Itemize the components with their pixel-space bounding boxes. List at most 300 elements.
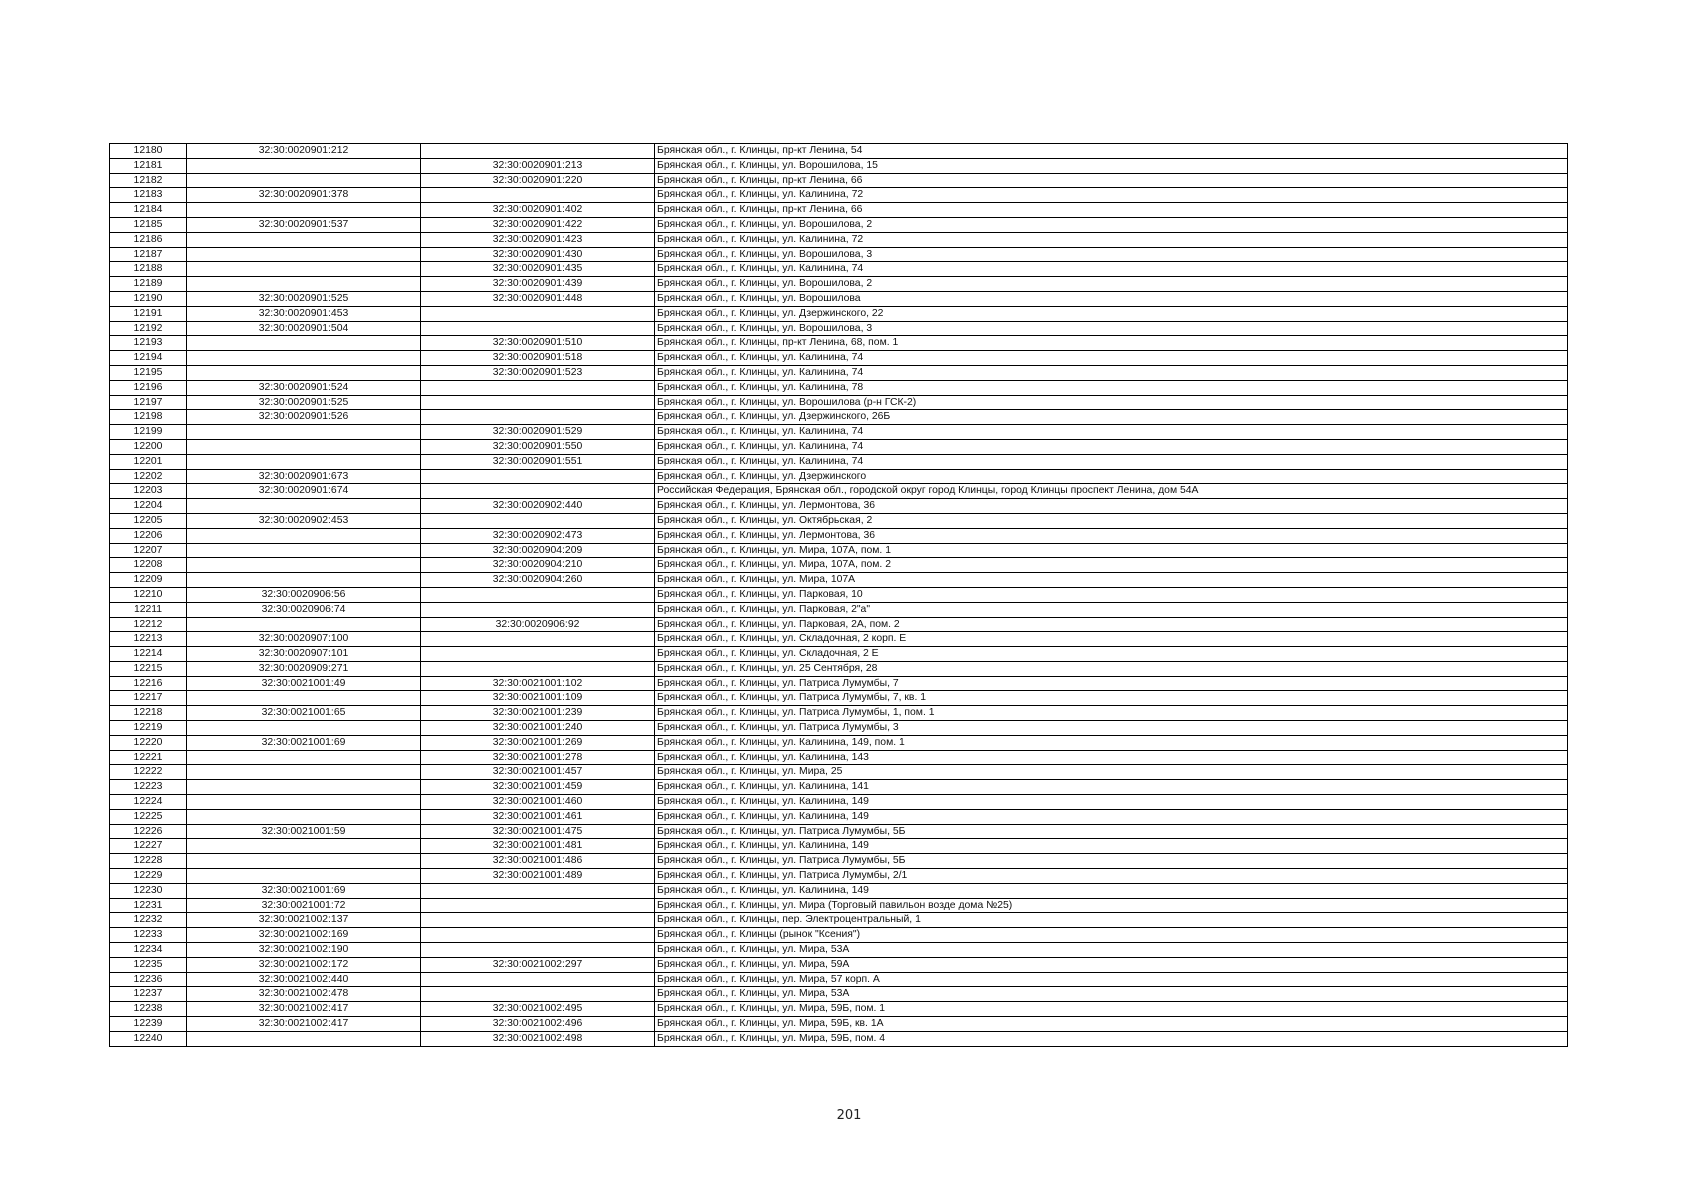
page-number: 201: [836, 1108, 862, 1123]
object-number-cell: [421, 321, 655, 336]
object-number-cell: [421, 188, 655, 203]
address-cell: Брянская обл., г. Клинцы, ул. Мира, 59Б, кв. 1А: [655, 1017, 1568, 1032]
table-row: [110, 676, 1568, 691]
object-number-cell: 32:30:0021001:109: [421, 691, 655, 706]
object-number-cell: [421, 469, 655, 484]
object-number-cell: 32:30:0021001:461: [421, 809, 655, 824]
object-number-cell: 32:30:0021001:240: [421, 721, 655, 736]
cadastral-number-cell: 32:30:0020902:453: [187, 513, 421, 528]
address-cell: Брянская обл., г. Клинцы, ул. Мира, 57 корп. А: [655, 972, 1568, 987]
address-cell: Брянская обл., г. Клинцы, ул. Патриса Лумумбы, 1, пом. 1: [655, 706, 1568, 721]
address-cell: Брянская обл., г. Клинцы, ул. Патриса Лумумбы, 3: [655, 721, 1568, 736]
table-row: [110, 351, 1568, 366]
row-number-cell: 12221: [110, 750, 187, 765]
address-cell: Брянская обл., г. Клинцы, ул. Лермонтова, 36: [655, 528, 1568, 543]
table-row: [110, 543, 1568, 558]
object-number-cell: 32:30:0020901:422: [421, 217, 655, 232]
object-number-cell: [421, 513, 655, 528]
table-row: [110, 217, 1568, 232]
cadastral-number-cell: [187, 765, 421, 780]
row-number-cell: 12231: [110, 898, 187, 913]
cadastral-number-cell: 32:30:0020907:100: [187, 632, 421, 647]
row-number-cell: 12229: [110, 869, 187, 884]
cadastral-number-cell: 32:30:0021001:49: [187, 676, 421, 691]
object-number-cell: [421, 632, 655, 647]
row-number-cell: 12238: [110, 1002, 187, 1017]
table-row: [110, 321, 1568, 336]
object-number-cell: 32:30:0020901:402: [421, 203, 655, 218]
table-row: [110, 558, 1568, 573]
cadastral-number-cell: [187, 543, 421, 558]
cadastral-number-cell: [187, 573, 421, 588]
cadastral-number-cell: 32:30:0020906:74: [187, 602, 421, 617]
cadastral-number-cell: [187, 365, 421, 380]
table-row: [110, 721, 1568, 736]
address-cell: Брянская обл., г. Клинцы, ул. Складочная, 2 Е: [655, 647, 1568, 662]
table-row: [110, 573, 1568, 588]
object-number-cell: [421, 898, 655, 913]
address-cell: Брянская обл., г. Клинцы, ул. Мира, 25: [655, 765, 1568, 780]
object-number-cell: [421, 928, 655, 943]
cadastral-number-cell: 32:30:0021002:137: [187, 913, 421, 928]
cadastral-number-cell: 32:30:0020901:453: [187, 306, 421, 321]
row-number-cell: 12226: [110, 824, 187, 839]
address-cell: Брянская обл., г. Клинцы, ул. Мира, 107А, пом. 1: [655, 543, 1568, 558]
row-number-cell: 12207: [110, 543, 187, 558]
object-number-cell: 32:30:0021001:457: [421, 765, 655, 780]
object-number-cell: 32:30:0020901:423: [421, 232, 655, 247]
table-row: [110, 661, 1568, 676]
table-row: [110, 987, 1568, 1002]
object-number-cell: [421, 913, 655, 928]
address-cell: Брянская обл., г. Клинцы, пр-кт Ленина, 54: [655, 144, 1568, 159]
table-row: [110, 277, 1568, 292]
cadastral-number-cell: [187, 750, 421, 765]
cadastral-number-cell: 32:30:0021001:69: [187, 883, 421, 898]
cadastral-number-cell: 32:30:0020901:674: [187, 484, 421, 499]
row-number-cell: 12210: [110, 587, 187, 602]
table-row: [110, 824, 1568, 839]
cadastral-number-cell: 32:30:0021002:190: [187, 943, 421, 958]
table-row: [110, 484, 1568, 499]
row-number-cell: 12214: [110, 647, 187, 662]
address-cell: Брянская обл., г. Клинцы, ул. Дзержинского: [655, 469, 1568, 484]
row-number-cell: 12203: [110, 484, 187, 499]
row-number-cell: 12201: [110, 454, 187, 469]
row-number-cell: 12239: [110, 1017, 187, 1032]
object-number-cell: 32:30:0021001:475: [421, 824, 655, 839]
row-number-cell: 12200: [110, 439, 187, 454]
table-row: [110, 602, 1568, 617]
object-number-cell: [421, 602, 655, 617]
object-number-cell: 32:30:0020901:220: [421, 173, 655, 188]
table-row: [110, 395, 1568, 410]
table-row: [110, 365, 1568, 380]
cadastral-number-cell: 32:30:0021002:478: [187, 987, 421, 1002]
address-cell: Брянская обл., г. Клинцы, ул. Парковая, 10: [655, 587, 1568, 602]
row-number-cell: 12192: [110, 321, 187, 336]
row-number-cell: 12233: [110, 928, 187, 943]
table-row: [110, 972, 1568, 987]
row-number-cell: 12212: [110, 617, 187, 632]
object-number-cell: 32:30:0021001:459: [421, 780, 655, 795]
address-cell: Брянская обл., г. Клинцы, ул. Калинина, 149: [655, 883, 1568, 898]
address-cell: Брянская обл., г. Клинцы, пр-кт Ленина, 66: [655, 203, 1568, 218]
row-number-cell: 12183: [110, 188, 187, 203]
address-cell: Брянская обл., г. Клинцы, ул. Калинина, 149: [655, 839, 1568, 854]
row-number-cell: 12213: [110, 632, 187, 647]
address-cell: Брянская обл., г. Клинцы, ул. Калинина, 74: [655, 365, 1568, 380]
object-number-cell: [421, 395, 655, 410]
table-row: [110, 750, 1568, 765]
row-number-cell: 12187: [110, 247, 187, 262]
address-cell: Брянская обл., г. Клинцы, ул. Калинина, 74: [655, 351, 1568, 366]
table-row: [110, 144, 1568, 159]
cadastral-number-cell: [187, 351, 421, 366]
address-cell: Брянская обл., г. Клинцы, ул. Патриса Лумумбы, 5Б: [655, 824, 1568, 839]
address-cell: Брянская обл., г. Клинцы, ул. Лермонтова, 36: [655, 499, 1568, 514]
object-number-cell: 32:30:0021002:496: [421, 1017, 655, 1032]
object-number-cell: 32:30:0021002:495: [421, 1002, 655, 1017]
address-cell: Брянская обл., г. Клинцы, ул. Ворошилова, 2: [655, 277, 1568, 292]
object-number-cell: 32:30:0020901:551: [421, 454, 655, 469]
cadastral-number-cell: 32:30:0020901:526: [187, 410, 421, 425]
table-row: [110, 410, 1568, 425]
address-cell: Брянская обл., г. Клинцы, ул. Калинина, 149, пом. 1: [655, 735, 1568, 750]
row-number-cell: 12197: [110, 395, 187, 410]
row-number-cell: 12209: [110, 573, 187, 588]
object-number-cell: [421, 647, 655, 662]
table-row: [110, 632, 1568, 647]
object-number-cell: 32:30:0020901:529: [421, 425, 655, 440]
row-number-cell: 12208: [110, 558, 187, 573]
table-row: [110, 706, 1568, 721]
row-number-cell: 12223: [110, 780, 187, 795]
row-number-cell: 12211: [110, 602, 187, 617]
row-number-cell: 12206: [110, 528, 187, 543]
address-cell: Брянская обл., г. Клинцы, ул. Калинина, 74: [655, 454, 1568, 469]
row-number-cell: 12235: [110, 957, 187, 972]
cadastral-number-cell: 32:30:0021002:169: [187, 928, 421, 943]
object-number-cell: [421, 410, 655, 425]
object-number-cell: [421, 972, 655, 987]
object-number-cell: 32:30:0020902:440: [421, 499, 655, 514]
object-number-cell: [421, 661, 655, 676]
cadastral-number-cell: 32:30:0021001:65: [187, 706, 421, 721]
table-row: [110, 913, 1568, 928]
object-number-cell: 32:30:0020904:209: [421, 543, 655, 558]
cadastral-number-cell: [187, 499, 421, 514]
address-cell: Брянская обл., г. Клинцы, ул. Ворошилова, 3: [655, 247, 1568, 262]
cadastral-number-cell: 32:30:0021002:440: [187, 972, 421, 987]
address-cell: Брянская обл., г. Клинцы, ул. Мира, 59Б, пом. 1: [655, 1002, 1568, 1017]
row-number-cell: 12204: [110, 499, 187, 514]
address-cell: Брянская обл., г. Клинцы, ул. Октябрьская, 2: [655, 513, 1568, 528]
table-row: [110, 617, 1568, 632]
cadastral-number-cell: [187, 173, 421, 188]
cadastral-number-cell: [187, 617, 421, 632]
register-table-body: [110, 144, 1568, 1047]
cadastral-number-cell: 32:30:0021001:72: [187, 898, 421, 913]
row-number-cell: 12217: [110, 691, 187, 706]
cadastral-number-cell: [187, 869, 421, 884]
address-cell: Брянская обл., г. Клинцы, ул. Калинина, 74: [655, 262, 1568, 277]
cadastral-number-cell: 32:30:0020901:378: [187, 188, 421, 203]
cadastral-number-cell: [187, 721, 421, 736]
object-number-cell: 32:30:0020901:510: [421, 336, 655, 351]
table-row: [110, 957, 1568, 972]
object-number-cell: [421, 380, 655, 395]
cadastral-number-cell: [187, 839, 421, 854]
address-cell: Брянская обл., г. Клинцы, ул. Мира, 53А: [655, 943, 1568, 958]
cadastral-number-cell: [187, 795, 421, 810]
cadastral-number-cell: [187, 439, 421, 454]
table-row: [110, 188, 1568, 203]
table-row: [110, 780, 1568, 795]
cadastral-number-cell: [187, 336, 421, 351]
row-number-cell: 12215: [110, 661, 187, 676]
object-number-cell: 32:30:0021001:489: [421, 869, 655, 884]
table-row: [110, 943, 1568, 958]
cadastral-number-cell: 32:30:0021002:172: [187, 957, 421, 972]
row-number-cell: 12194: [110, 351, 187, 366]
address-cell: Брянская обл., г. Клинцы, ул. Мира, 59Б, пом. 4: [655, 1031, 1568, 1046]
address-cell: Брянская обл., г. Клинцы, ул. Калинина, 143: [655, 750, 1568, 765]
table-row: [110, 203, 1568, 218]
table-row: [110, 291, 1568, 306]
row-number-cell: 12189: [110, 277, 187, 292]
cadastral-number-cell: 32:30:0021001:59: [187, 824, 421, 839]
row-number-cell: 12219: [110, 721, 187, 736]
row-number-cell: 12186: [110, 232, 187, 247]
address-cell: Брянская обл., г. Клинцы, ул. Калинина, 74: [655, 425, 1568, 440]
cadastral-number-cell: 32:30:0020901:525: [187, 395, 421, 410]
address-cell: Брянская обл., г. Клинцы, ул. Ворошилова, 2: [655, 217, 1568, 232]
address-cell: Брянская обл., г. Клинцы, ул. Калинина, 78: [655, 380, 1568, 395]
address-cell: Брянская обл., г. Клинцы (рынок "Ксения"): [655, 928, 1568, 943]
row-number-cell: 12180: [110, 144, 187, 159]
cadastral-number-cell: 32:30:0020901:212: [187, 144, 421, 159]
table-row: [110, 928, 1568, 943]
address-cell: Брянская обл., г. Клинцы, ул. 25 Сентября, 28: [655, 661, 1568, 676]
address-cell: Брянская обл., г. Клинцы, ул. Мира (Торговый павильон возде дома №25): [655, 898, 1568, 913]
cadastral-number-cell: [187, 203, 421, 218]
table-row: [110, 262, 1568, 277]
row-number-cell: 12228: [110, 854, 187, 869]
address-cell: Брянская обл., г. Клинцы, ул. Калинина, 72: [655, 188, 1568, 203]
row-number-cell: 12218: [110, 706, 187, 721]
row-number-cell: 12234: [110, 943, 187, 958]
table-row: [110, 691, 1568, 706]
address-cell: Брянская обл., г. Клинцы, ул. Патриса Лумумбы, 2/1: [655, 869, 1568, 884]
object-number-cell: 32:30:0020901:448: [421, 291, 655, 306]
object-number-cell: 32:30:0020901:523: [421, 365, 655, 380]
object-number-cell: 32:30:0021001:486: [421, 854, 655, 869]
row-number-cell: 12190: [110, 291, 187, 306]
object-number-cell: 32:30:0020906:92: [421, 617, 655, 632]
row-number-cell: 12191: [110, 306, 187, 321]
cadastral-number-cell: 32:30:0021002:417: [187, 1017, 421, 1032]
table-row: [110, 306, 1568, 321]
object-number-cell: 32:30:0021001:239: [421, 706, 655, 721]
address-cell: Брянская обл., г. Клинцы, ул. Патриса Лумумбы, 7, кв. 1: [655, 691, 1568, 706]
table-row: [110, 380, 1568, 395]
address-cell: Брянская обл., г. Клинцы, ул. Ворошилова (р-н ГСК-2): [655, 395, 1568, 410]
row-number-cell: 12188: [110, 262, 187, 277]
cadastral-number-cell: [187, 454, 421, 469]
address-cell: Брянская обл., г. Клинцы, ул. Дзержинского, 22: [655, 306, 1568, 321]
table-row: [110, 839, 1568, 854]
row-number-cell: 12202: [110, 469, 187, 484]
object-number-cell: 32:30:0020904:260: [421, 573, 655, 588]
table-row: [110, 232, 1568, 247]
table-row: [110, 439, 1568, 454]
table-row: [110, 869, 1568, 884]
address-cell: Брянская обл., г. Клинцы, ул. Ворошилова, 3: [655, 321, 1568, 336]
object-number-cell: 32:30:0021002:498: [421, 1031, 655, 1046]
row-number-cell: 12237: [110, 987, 187, 1002]
object-number-cell: 32:30:0020902:473: [421, 528, 655, 543]
cadastral-number-cell: 32:30:0020901:524: [187, 380, 421, 395]
address-cell: Брянская обл., г. Клинцы, ул. Калинина, 149: [655, 809, 1568, 824]
cadastral-number-cell: [187, 691, 421, 706]
address-cell: Брянская обл., г. Клинцы, ул. Калинина, 74: [655, 439, 1568, 454]
address-cell: Брянская обл., г. Клинцы, пер. Электроцентральный, 1: [655, 913, 1568, 928]
cadastral-number-cell: [187, 262, 421, 277]
row-number-cell: 12185: [110, 217, 187, 232]
register-table: [109, 143, 1568, 1047]
row-number-cell: 12220: [110, 735, 187, 750]
table-row: [110, 809, 1568, 824]
address-cell: Брянская обл., г. Клинцы, ул. Мира, 107А, пом. 2: [655, 558, 1568, 573]
address-cell: Брянская обл., г. Клинцы, пр-кт Ленина, 68, пом. 1: [655, 336, 1568, 351]
object-number-cell: 32:30:0020901:550: [421, 439, 655, 454]
row-number-cell: 12232: [110, 913, 187, 928]
cadastral-number-cell: [187, 247, 421, 262]
cadastral-number-cell: [187, 780, 421, 795]
cadastral-number-cell: 32:30:0020901:673: [187, 469, 421, 484]
row-number-cell: 12198: [110, 410, 187, 425]
cadastral-number-cell: 32:30:0021002:417: [187, 1002, 421, 1017]
row-number-cell: 12182: [110, 173, 187, 188]
address-cell: Брянская обл., г. Клинцы, пр-кт Ленина, 66: [655, 173, 1568, 188]
row-number-cell: 12196: [110, 380, 187, 395]
table-row: [110, 1002, 1568, 1017]
object-number-cell: 32:30:0020901:439: [421, 277, 655, 292]
object-number-cell: [421, 484, 655, 499]
table-row: [110, 883, 1568, 898]
cadastral-number-cell: [187, 158, 421, 173]
address-cell: Брянская обл., г. Клинцы, ул. Патриса Лумумбы, 5Б: [655, 854, 1568, 869]
address-cell: Брянская обл., г. Клинцы, ул. Калинина, 149: [655, 795, 1568, 810]
row-number-cell: 12205: [110, 513, 187, 528]
object-number-cell: 32:30:0020901:430: [421, 247, 655, 262]
table-row: [110, 247, 1568, 262]
object-number-cell: 32:30:0021002:297: [421, 957, 655, 972]
address-cell: Брянская обл., г. Клинцы, ул. Патриса Лумумбы, 7: [655, 676, 1568, 691]
row-number-cell: 12224: [110, 795, 187, 810]
table-row: [110, 1017, 1568, 1032]
object-number-cell: 32:30:0021001:278: [421, 750, 655, 765]
row-number-cell: 12240: [110, 1031, 187, 1046]
table-row: [110, 528, 1568, 543]
table-row: [110, 898, 1568, 913]
table-row: [110, 765, 1568, 780]
cadastral-number-cell: [187, 854, 421, 869]
cadastral-number-cell: 32:30:0020909:271: [187, 661, 421, 676]
cadastral-number-cell: [187, 528, 421, 543]
cadastral-number-cell: 32:30:0020901:504: [187, 321, 421, 336]
cadastral-number-cell: [187, 232, 421, 247]
cadastral-number-cell: [187, 1031, 421, 1046]
row-number-cell: 12193: [110, 336, 187, 351]
cadastral-number-cell: 32:30:0020901:537: [187, 217, 421, 232]
table-row: [110, 735, 1568, 750]
address-cell: Брянская обл., г. Клинцы, ул. Калинина, 141: [655, 780, 1568, 795]
row-number-cell: 12236: [110, 972, 187, 987]
table-row: [110, 336, 1568, 351]
cadastral-number-cell: 32:30:0021001:69: [187, 735, 421, 750]
row-number-cell: 12222: [110, 765, 187, 780]
address-cell: Российская Федерация, Брянская обл., городской округ город Клинцы, город Клинцы проспект Ленина, дом 54А: [655, 484, 1568, 499]
row-number-cell: 12184: [110, 203, 187, 218]
table-row: [110, 854, 1568, 869]
object-number-cell: [421, 587, 655, 602]
table-row: [110, 469, 1568, 484]
object-number-cell: 32:30:0020904:210: [421, 558, 655, 573]
object-number-cell: 32:30:0021001:460: [421, 795, 655, 810]
table-row: [110, 647, 1568, 662]
cadastral-number-cell: [187, 277, 421, 292]
cadastral-number-cell: [187, 558, 421, 573]
row-number-cell: 12199: [110, 425, 187, 440]
cadastral-number-cell: [187, 425, 421, 440]
row-number-cell: 12230: [110, 883, 187, 898]
table-row: [110, 513, 1568, 528]
object-number-cell: [421, 306, 655, 321]
row-number-cell: 12227: [110, 839, 187, 854]
table-row: [110, 499, 1568, 514]
address-cell: Брянская обл., г. Клинцы, ул. Мира, 59А: [655, 957, 1568, 972]
object-number-cell: 32:30:0020901:435: [421, 262, 655, 277]
row-number-cell: 12225: [110, 809, 187, 824]
object-number-cell: 32:30:0021001:269: [421, 735, 655, 750]
object-number-cell: 32:30:0021001:481: [421, 839, 655, 854]
address-cell: Брянская обл., г. Клинцы, ул. Ворошилова, 15: [655, 158, 1568, 173]
address-cell: Брянская обл., г. Клинцы, ул. Дзержинского, 26Б: [655, 410, 1568, 425]
object-number-cell: 32:30:0021001:102: [421, 676, 655, 691]
object-number-cell: [421, 883, 655, 898]
cadastral-number-cell: [187, 809, 421, 824]
address-cell: Брянская обл., г. Клинцы, ул. Калинина, 72: [655, 232, 1568, 247]
table-row: [110, 425, 1568, 440]
table-row: [110, 454, 1568, 469]
table-row: [110, 587, 1568, 602]
cadastral-number-cell: 32:30:0020901:525: [187, 291, 421, 306]
row-number-cell: 12181: [110, 158, 187, 173]
cadastral-number-cell: 32:30:0020907:101: [187, 647, 421, 662]
table-row: [110, 158, 1568, 173]
object-number-cell: [421, 144, 655, 159]
address-cell: Брянская обл., г. Клинцы, ул. Мира, 53А: [655, 987, 1568, 1002]
table-row: [110, 795, 1568, 810]
row-number-cell: 12195: [110, 365, 187, 380]
address-cell: Брянская обл., г. Клинцы, ул. Мира, 107А: [655, 573, 1568, 588]
object-number-cell: [421, 943, 655, 958]
table-row: [110, 1031, 1568, 1046]
address-cell: Брянская обл., г. Клинцы, ул. Парковая, 2"а": [655, 602, 1568, 617]
address-cell: Брянская обл., г. Клинцы, ул. Ворошилова: [655, 291, 1568, 306]
